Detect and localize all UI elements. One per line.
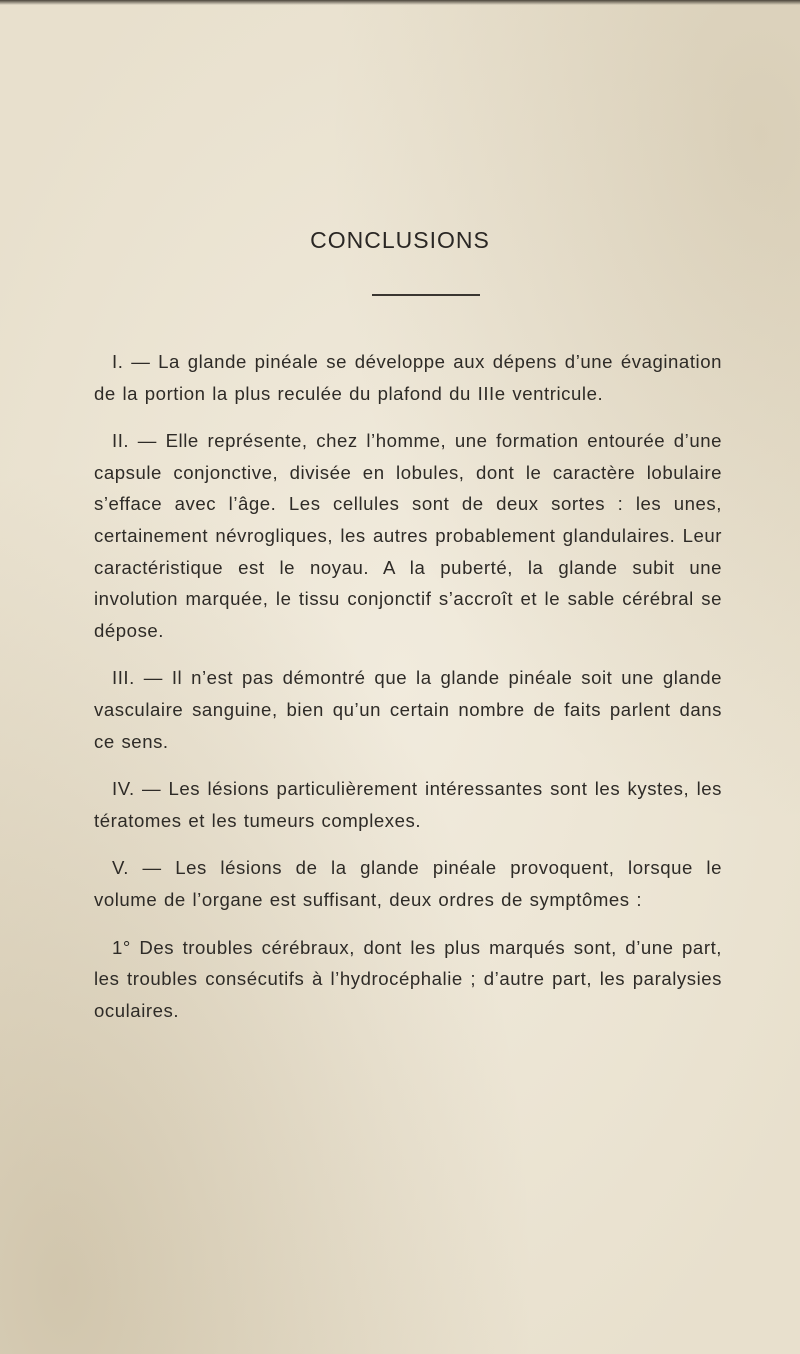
page-title: CONCLUSIONS: [310, 227, 490, 253]
conclusion-paragraph-2: II. — Elle représente, chez l’homme, une formation entourée d’une capsule conjonctive, divisée en lobules, dont le caractère lobulaire s’efface avec l’âge. Les cellules sont de deux sortes : les unes, certainement névrogliques, les autres probablement glandulaires. Leur caractéristique est le noyau. A la puberté, la glande subit une involution marquée, le tissu conjonctif s’accroît et le sable cérébral se dépose.: [94, 430, 722, 641]
conclusion-paragraph-5: V. — Les lésions de la glande pinéale provoquent, lorsque le volume de l’organe est suffisant, deux ordres de symptômes :: [94, 857, 722, 910]
conclusions-body: [94, 346, 722, 1042]
conclusion-paragraph-1: I. — La glande pinéale se développe aux dépens d’une évagination de la portion la plus reculée du plafond du IIIe ventricule.: [94, 351, 722, 404]
conclusion-paragraph-4: IV. — Les lésions particulièrement intéressantes sont les kystes, les tératomes et les tumeurs complexes.: [94, 778, 722, 831]
conclusion-paragraph-3: III. — Il n’est pas démontré que la glande pinéale soit une glande vasculaire sanguine, bien qu’un certain nombre de faits parlent dans ce sens.: [94, 667, 722, 752]
conclusion-paragraph-6: 1° Des troubles cérébraux, dont les plus marqués sont, d’une part, les troubles consécutifs à l’hydrocéphalie ; d’autre part, les paralysies oculaires.: [94, 936, 722, 1021]
page-top-edge: [0, 0, 800, 5]
title-divider: [372, 294, 480, 296]
